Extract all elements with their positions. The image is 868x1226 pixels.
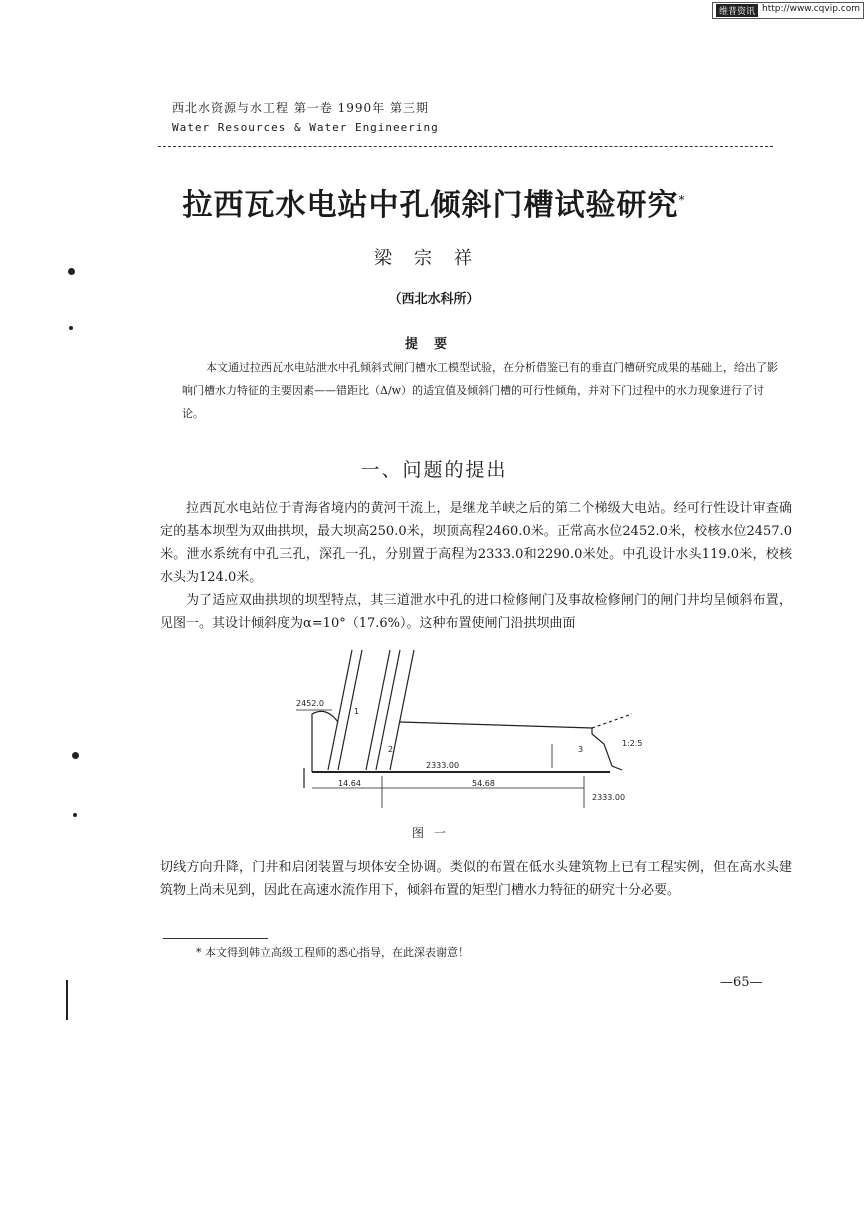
conduit-roof [400,722,592,734]
title-text: 拉西瓦水电站中孔倾斜门槽试验研究 [182,188,679,223]
abstract-heading: 提要 [404,337,463,352]
body-paragraph-cont [160,856,792,902]
section-title: 一、问题的提出 [360,459,508,481]
label-length-2: 54.68 [472,779,495,788]
title-footnote-mark: * [678,193,686,207]
label-gate-3: 3 [578,745,584,754]
paragraph-2: 为了适应双曲拱坝的坝型特点，其三道泄水中孔的进口检修闸门及事故检修闸门的闸门井均呈倾斜布置，见图一。其设计倾斜度为α=10°（17.6%）。这种布置使闸门沿拱坝曲面 [160,593,792,631]
margin-dot [68,268,75,275]
margin-dot [73,813,77,817]
label-water-level: 2452.0 [296,699,324,708]
abstract-text: 本文通过拉西瓦水电站泄水中孔倾斜式闸门槽水工模型试验，在分析借鉴已有的垂直门槽研究成果的基础上，给出了影响门槽水力特征的主要因素——错距比（Δ/w）的适宜值及倾斜门槽的可行性倾角，并对下门过程中的水力现象进行了讨论。 [182,361,778,420]
author: 梁宗祥 [374,248,494,269]
shaft-line [366,650,390,770]
footnote-rule [163,938,268,939]
paragraph-1: 拉西瓦水电站位于青海省境内的黄河干流上，是继龙羊峡之后的第二个梯级大电站。经可行性设计审查确定的基本坝型为双曲拱坝，最大坝高250.0米，坝顶高程2460.0米。正常高水位2452.0米，校核水位2457.0米。泄水系统有中孔三孔，深孔一孔，分别置于高程为2333.0和2290.0米处。中孔设计水头119.0米，校核水头为124.0米。 [160,501,792,585]
label-right-elev: 2333.00 [592,793,626,802]
watermark [712,2,864,19]
abstract-body [182,356,786,425]
conduit-exit [592,734,622,770]
label-gate-2: 2 [388,745,394,754]
paper-title [0,180,868,224]
footnote: * 本文得到韩立高级工程师的悉心指导，在此深表谢意！ [196,946,469,959]
header-rule [158,146,773,147]
figure-1 [292,648,652,818]
journal-line-en: Water Resources & Water Engineering [172,121,439,134]
body-paragraphs [160,497,792,635]
journal-line-cn: 西北水资源与水工程 第一卷 1990年 第三期 [172,101,429,115]
margin-mark [66,980,68,1020]
label-slope: 1:2.5 [622,739,643,748]
watermark-brand: 维普资讯 [716,4,758,17]
shaft-line [390,650,414,770]
page-number: —65— [720,975,763,990]
label-floor-elev: 2333.00 [426,761,460,770]
margin-dot [72,752,79,759]
affiliation: （西北水科所） [388,292,480,307]
label-length-1: 14.64 [338,779,361,788]
label-gate-1: 1 [354,707,360,716]
figure-caption: 图一 [411,826,456,840]
watermark-url[interactable]: http://www.cqvip.com [762,4,860,14]
paragraph-3: 切线方向升降，门井和启闭装置与坝体安全协调。类似的布置在低水头建筑物上已有工程实例，但在高水头建筑物上尚未见到，因此在高速水流作用下，倾斜布置的矩型门槽水力特征的研究十分必要。 [160,860,792,898]
jet-trajectory [592,714,632,728]
margin-dot [69,326,73,330]
